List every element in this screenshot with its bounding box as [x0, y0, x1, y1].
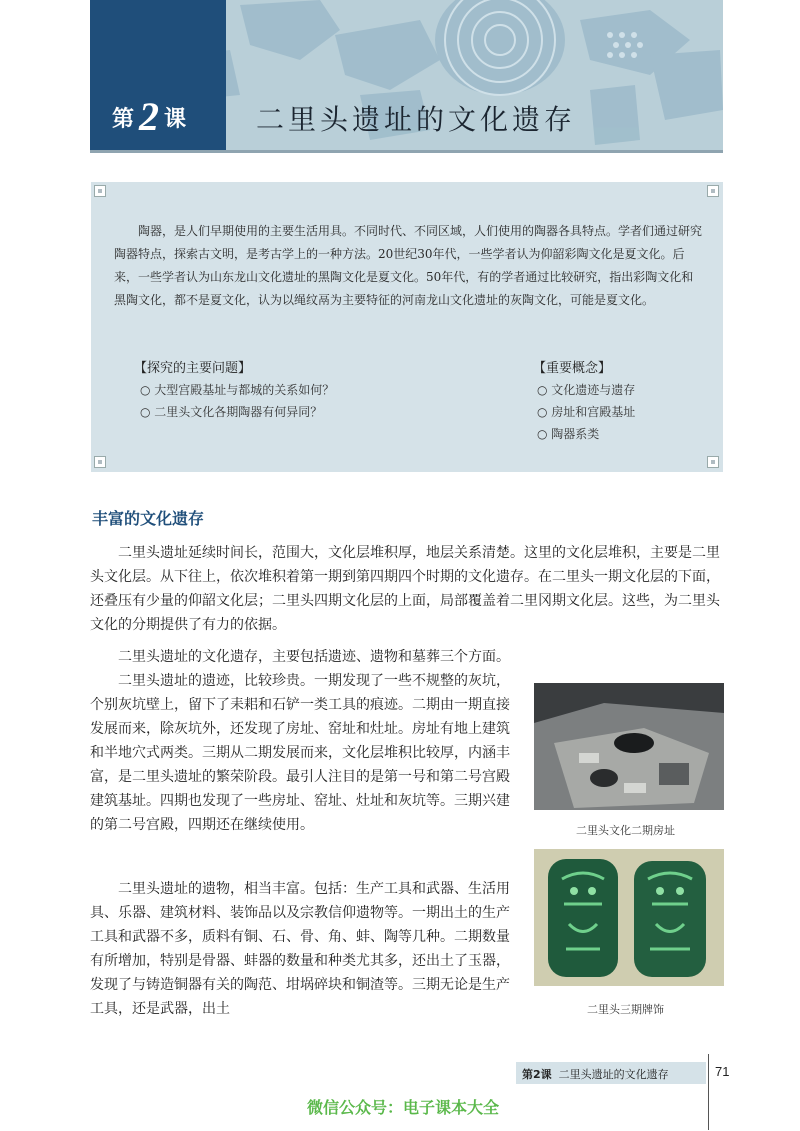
header-divider [90, 150, 723, 153]
page-number: 71 [715, 1064, 730, 1079]
question-item: ○ 大型宫殿基址与都城的关系如何？ [140, 383, 335, 397]
concepts-heading: 【重要概念】 [533, 361, 612, 376]
house-site-photo [534, 683, 724, 810]
questions-heading: 【探究的主要问题】 [134, 361, 252, 376]
footer-divider [708, 1054, 709, 1130]
footer-lesson: 第2课 [522, 1068, 552, 1081]
lesson-suffix: 课 [164, 107, 189, 132]
body-paragraph: 二里头遗址延续时间长，范围大，文化层堆积厚，地层关系清楚。这里的文化层堆积，主要是二里头文化层。从下往上，依次堆积着第一期到第四期四个时期的文化遗存。在二里头一期文化层的下面，还叠压有少量的仰韶文化层；二里头四期文化层的上面，局部覆盖着二里冈期文化层。这些，为二里头文化的分期提供了有力的依据。 [90, 545, 720, 633]
lesson-label [112, 93, 188, 140]
footer-label [522, 1066, 669, 1082]
corner-ornament [707, 456, 719, 468]
intro-paragraph: 陶器，是人们早期使用的主要生活用具。不同时代、不同区域，人们使用的陶器各具特点。学者们通过研究陶器特点，探索古文明，是考古学上的一种方法。20世纪30年代，一些学者认为仰韶彩陶文化是夏文化。后来，一些学者认为山东龙山文化遗址的黑陶文化是夏文化。50年代，有的学者通过比较研究，指出彩陶文化和黑陶文化，都不是夏文化，认为以绳纹鬲为主要特征的河南龙山文化遗址的灰陶文化，可能是夏文化。 [114, 224, 703, 307]
figure-caption: 二里头文化二期房址 [576, 824, 675, 837]
corner-ornament [94, 185, 106, 197]
lesson-number: 2 [139, 94, 162, 139]
lesson-prefix: 第 [112, 107, 137, 132]
body-paragraph: 二里头遗址的遗物，相当丰富。包括：生产工具和武器、生活用具、乐器、建筑材料、装饰品以及宗教信仰遗物等。一期出土的生产工具和武器不多，质料有铜、石、骨、角、蚌、陶等几种。二期数量有所增加，特别是骨器、蚌器的数量和种类尤其多，还出土了玉器，发现了与铸造铜器有关的陶范、坩埚碎块和铜渣等。三期无论是生产工具，还是武器，出土 [90, 881, 510, 1017]
corner-ornament [707, 185, 719, 197]
watermark: 微信公众号：电子课本大全 [307, 1098, 500, 1117]
page-title: 二里头遗址的文化遗存 [256, 103, 577, 136]
section-title: 丰富的文化遗存 [92, 509, 205, 528]
question-item: ○ 二里头文化各期陶器有何异同？ [140, 405, 323, 419]
concept-item: ○ 陶器系类 [537, 427, 600, 441]
footer-title: 二里头遗址的文化遗存 [558, 1068, 669, 1081]
body-paragraph: 二里头遗址的文化遗存，主要包括遗迹、遗物和墓葬三个方面。 [118, 649, 510, 665]
concept-item: ○ 文化遗迹与遗存 [537, 383, 636, 397]
figure-caption: 二里头三期牌饰 [587, 1003, 664, 1016]
corner-ornament [94, 456, 106, 468]
plaques-photo [534, 849, 724, 986]
body-paragraph: 二里头遗址的遗迹，比较珍贵。一期发现了一些不规整的灰坑，个别灰坑壁上，留下了耒耜和石铲一类工具的痕迹。二期由一期直接发展而来，除灰坑外，还发现了房址、窑址和灶址。房址有地上建筑和半地穴式两类。三期从二期发展而来，文化层堆积比较厚，内涵丰富，是二里头遗址的繁荣阶段。最引人注目的是第一号和第二号宫殿建筑基址。四期也发现了一些房址、窑址、灶址和灰坑等。三期兴建的第二号宫殿，四期还在继续使用。 [90, 673, 510, 833]
concept-item: ○ 房址和宫殿基址 [537, 405, 636, 419]
